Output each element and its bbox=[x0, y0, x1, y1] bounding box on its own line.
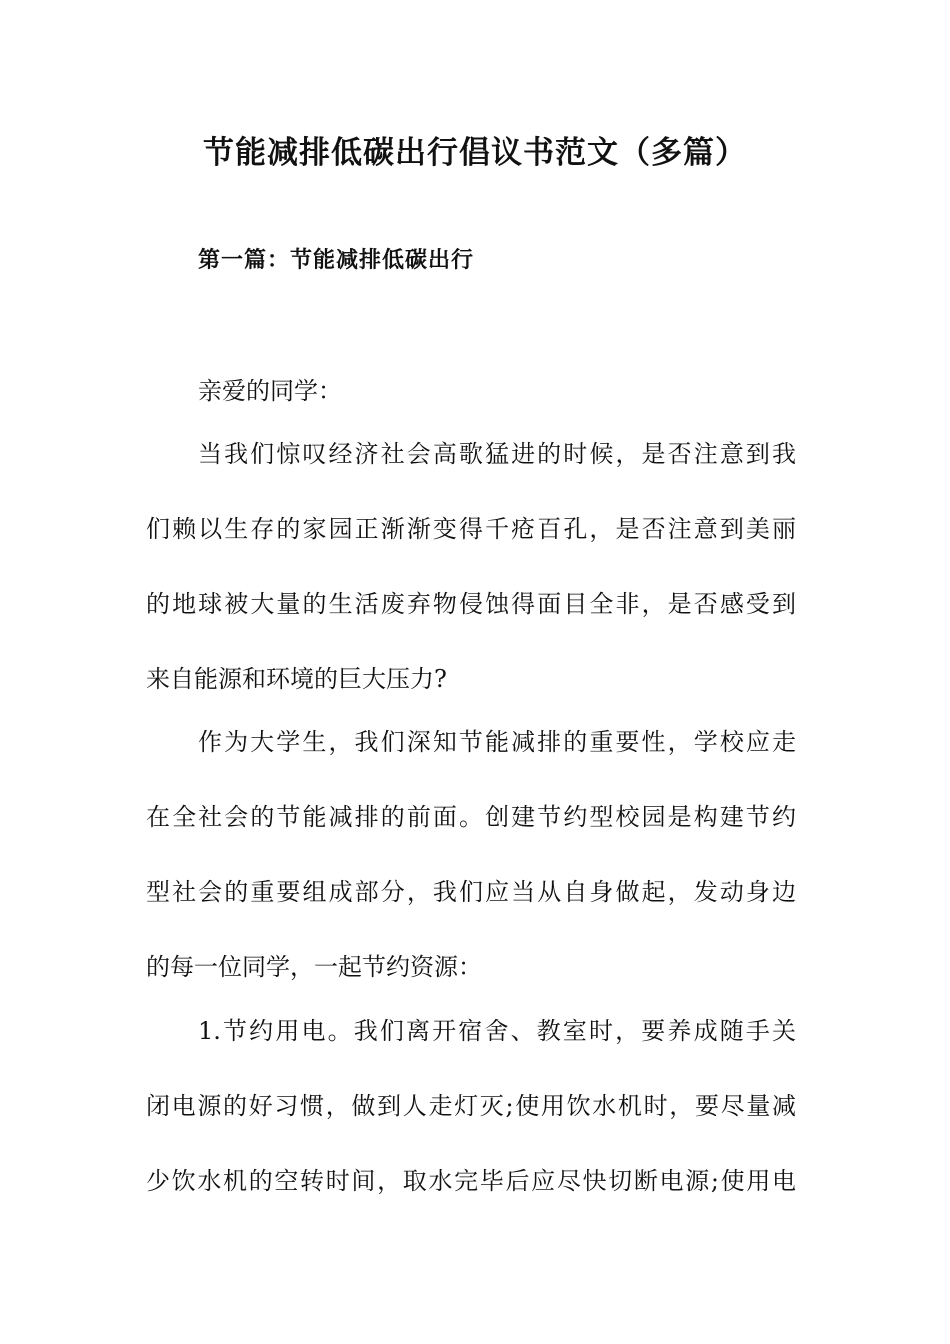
paragraph-line: 作为大学生，我们深知节能减排的重要性，学校应走 bbox=[198, 728, 796, 756]
paragraph-line: 少饮水机的空转时间，取水完毕后应尽快切断电源;使用电 bbox=[146, 1167, 796, 1195]
paragraph-line: 闭电源的好习惯，做到人走灯灭;使用饮水机时，要尽量减 bbox=[146, 1092, 796, 1120]
document-title: 节能减排低碳出行倡议书范文（多篇） bbox=[203, 135, 747, 171]
paragraph-line: 在全社会的节能减排的前面。创建节约型校园是构建节约 bbox=[146, 803, 796, 831]
paragraph-line: 1.节约用电。我们离开宿舍、教室时，要养成随手关 bbox=[198, 1017, 796, 1045]
paragraph-line: 型社会的重要组成部分，我们应当从自身做起，发动身边 bbox=[146, 878, 796, 906]
section-heading: 第一篇：节能减排低碳出行 bbox=[198, 248, 475, 273]
paragraph-line: 的每一位同学，一起节约资源： bbox=[146, 953, 482, 981]
paragraph-line: 的地球被大量的生活废弃物侵蚀得面目全非，是否感受到 bbox=[146, 590, 796, 618]
salutation: 亲爱的同学： bbox=[198, 377, 342, 405]
paragraph-line: 当我们惊叹经济社会高歌猛进的时候，是否注意到我 bbox=[198, 440, 796, 468]
paragraph-line: 们赖以生存的家园正渐渐变得千疮百孔，是否注意到美丽 bbox=[146, 515, 796, 543]
paragraph-line: 来自能源和环境的巨大压力? bbox=[146, 665, 447, 693]
